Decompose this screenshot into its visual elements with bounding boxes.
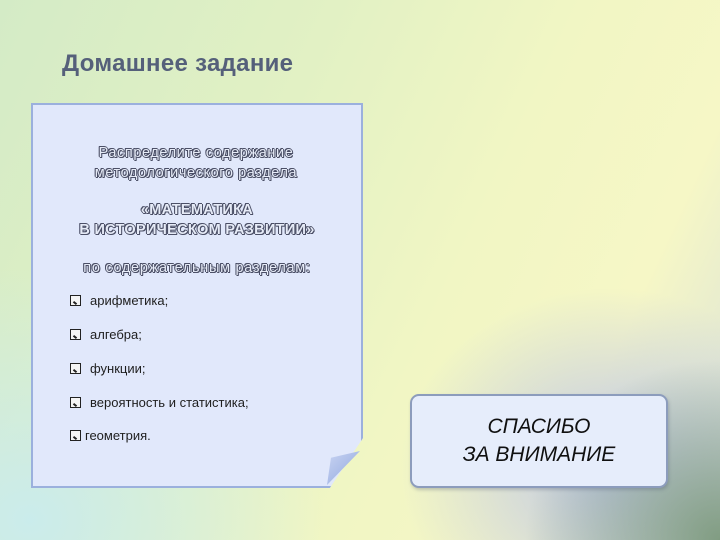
- list-item: [70, 428, 151, 443]
- intro-line-1: Распределите содержание: [98, 145, 294, 161]
- list-item: [70, 293, 168, 308]
- checkbox-icon: [70, 397, 81, 408]
- subject-title: [52, 200, 342, 240]
- slide-title: Домашнее задание: [62, 50, 294, 77]
- checkbox-icon: [70, 329, 81, 340]
- thanks-box: [410, 394, 668, 488]
- thanks-line-2: ЗА ВНИМАНИЕ: [462, 443, 616, 466]
- list-item: [70, 327, 142, 342]
- checkbox-icon: [70, 363, 81, 374]
- by-sections-label: по содержательным разделам:: [83, 260, 311, 276]
- list-item-label: вероятность и статистика;: [90, 395, 249, 410]
- list-item: [70, 361, 146, 376]
- list-item-label: алгебра;: [90, 327, 142, 342]
- list-item-label: арифметика;: [90, 293, 169, 308]
- intro-line-2: методологического раздела: [94, 165, 298, 181]
- subject-line-2: В ИСТОРИЧЕСКОМ РАЗВИТИИ»: [79, 222, 315, 238]
- thanks-line-1: СПАСИБО: [487, 415, 591, 438]
- checkbox-icon: [70, 430, 81, 441]
- list-item-label: функции;: [90, 361, 146, 376]
- list-item-label: геометрия.: [85, 428, 151, 443]
- assignment-intro: [60, 143, 332, 183]
- checkbox-icon: [70, 295, 81, 306]
- list-item: [70, 395, 249, 410]
- subject-line-1: «МАТЕМАТИКА: [140, 202, 254, 218]
